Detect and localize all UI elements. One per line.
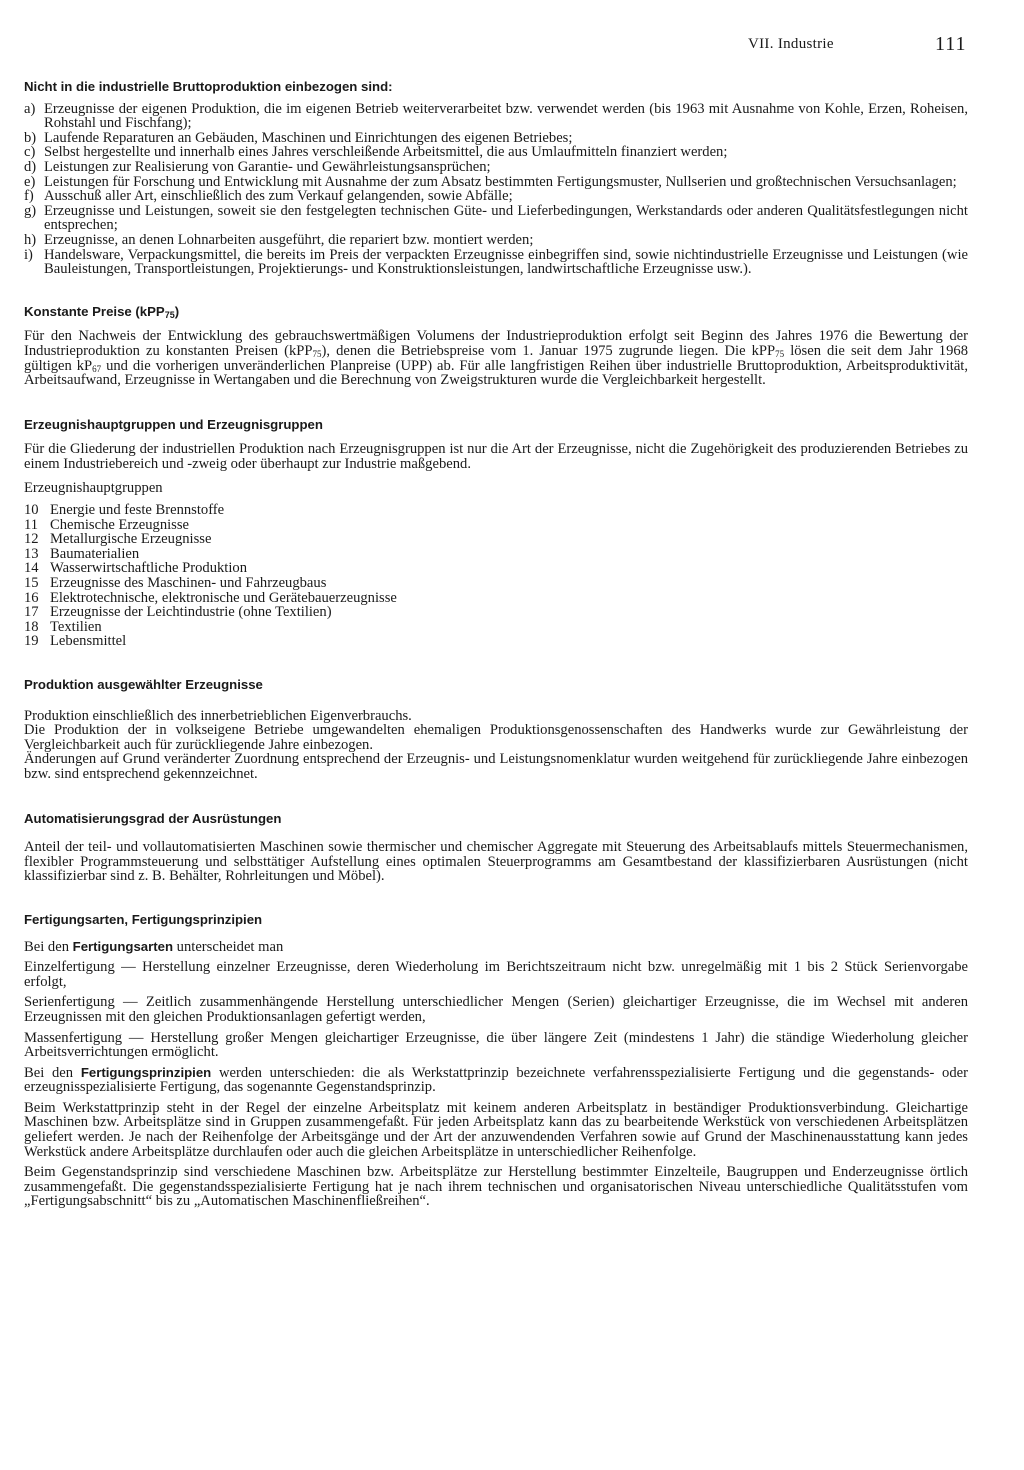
item-label: h) [24, 231, 37, 248]
text-run: Für den Nachweis der Entwicklung des gebrauchswertmäßigen Volumens der Industrieproduktion erfolgt seit Beginn des Jahres 1976 die Bewertung der Industrieproduktion zu konstanten Preisen (kPP [24, 328, 968, 359]
item-text: Leistungen zur Realisierung von Garantie- und Gewährleistungsansprüchen; [44, 158, 491, 175]
list-item [24, 160, 968, 175]
item-label: c) [24, 144, 36, 161]
group-name: Erzeugnisse der Leichtindustrie (ohne Textilien) [50, 604, 332, 621]
group-name: Lebensmittel [50, 633, 127, 650]
group-code: 13 [24, 545, 39, 562]
bold-term: Fertigungsprinzipien [80, 1064, 212, 1080]
subscript: 75 [775, 348, 785, 359]
group-name: Erzeugnisse des Maschinen- und Fahrzeugbaus [50, 575, 327, 592]
item-text: Selbst hergestellte und innerhalb eines Jahres verschleißende Arbeitsmittel, die aus Umlaufmitteln finanziert werden; [44, 144, 728, 161]
group-name: Energie und feste Brennstoffe [50, 502, 225, 519]
list-item [24, 591, 968, 606]
page-number: 111 [935, 33, 967, 55]
list-item [24, 532, 968, 547]
list-item [24, 576, 968, 591]
subscript: 67 [92, 363, 102, 374]
text-run: lösen die seit dem Jahr 1968 gültigen kP [24, 342, 968, 374]
section-heading-erzeugnisgruppen: Erzeugnishauptgruppen und Erzeugnisgruppen [24, 416, 323, 432]
group-code: 14 [24, 560, 39, 577]
text-run: ), denen die Betriebspreise vom 1. Januar 1975 zugrunde liegen. Die kPP [321, 342, 776, 359]
group-code: 18 [24, 618, 39, 635]
text-run: und die vorherigen unveränderlichen Planpreise (UPP) ab. Für alle langfristigen Reihen über industrielle Bruttoproduktion, Arbeitsproduktivität, Arbeitsaufwand, Erzeugnisse in Wertangaben und die Berechnung von Zweigstrukturen wurde die Vergleichbarkeit hergestellt. [24, 357, 968, 389]
gegenstandsprinzip-paragraph: Beim Gegenstandsprinzip sind verschiedene Maschinen bzw. Arbeitsplätze zur Herstellung bestimmter Einzelteile, Baugruppen und Enderzeugnisse örtlich zusammengefaßt. Die gegenstandsspezialisierte Fertigung hat je nach ihrem technischen und organisatorischen Niveau unterschiedliche Qualitätsstufen vom „Fertigungsabschnitt“ bis zu „Automatischen Maschinenfließreihen“. [24, 1164, 968, 1210]
serienfertigung-paragraph: Serienfertigung — Zeitlich zusammenhängende Herstellung unterschiedlicher Mengen (Serien) gleichartiger Erzeugnisse, die im Wechsel mit anderen Erzeugnissen mit den gleichen Produktionsanlagen gefertigt werden, [24, 994, 968, 1025]
konstante-preise-paragraph [24, 329, 968, 387]
ausgewaehlte-erzeugnisse-p2: Die Produktion der in volkseigene Betriebe umgewandelten ehemaligen Produktionsgenossenschaften des Handwerks wurde zur Gewährleistung der Vergleichbarkeit auch für zurückliegende Jahre einbezogen. [24, 722, 968, 753]
item-text: Ausschuß aller Art, einschließlich des zum Verkauf gelangenden, sowie Abfälle; [44, 188, 513, 205]
list-item [24, 547, 968, 562]
list-item [24, 102, 968, 131]
heading-close: ) [174, 303, 180, 319]
section-heading-fertigungsarten: Fertigungsarten, Fertigungsprinzipien [24, 911, 263, 927]
group-code: 12 [24, 531, 39, 548]
item-label: f) [24, 188, 34, 205]
ausgewaehlte-erzeugnisse-p1: Produktion einschließlich des innerbetrieblichen Eigenverbrauchs. [24, 707, 412, 724]
item-text: Laufende Reparaturen an Gebäuden, Maschinen und Einrichtungen des eigenen Betriebes; [44, 129, 573, 146]
subscript: 75 [312, 348, 322, 359]
werkstattprinzip-paragraph: Beim Werkstattprinzip steht in der Regel der einzelne Arbeitsplatz mit keinem anderen Arbeitsplatz in beständiger Produktionsverbindung. Gleichartige Maschinen bzw. Arbeitsplätze sind in Gruppen zusammengefaßt. Für jeden Arbeitsplatz kann das zu bearbeitende Werkstück von verschiedenen Arbeitsplätzen geliefert werden. Je nach der Reihenfolge der Arbeitsgänge und der Art der anzuwendenden Verfahren sowie auf Grund der Maschinenausstattung kann jedes Werkstück andere Arbeitsplätze durchlaufen oder auch die gleichen Arbeitsplätze in unterschiedlicher Reihenfolge. [24, 1099, 968, 1160]
list-item [24, 634, 968, 649]
bold-term: Fertigungsarten [72, 938, 174, 954]
item-label: g) [24, 202, 37, 219]
text-run: Bei den [24, 1064, 81, 1081]
list-item [24, 175, 968, 190]
list-item [24, 518, 968, 533]
group-code: 19 [24, 633, 39, 650]
hauptgruppen-list [24, 503, 968, 649]
list-item [24, 233, 968, 248]
einzelfertigung-paragraph: Einzelfertigung — Herstellung einzelner Erzeugnisse, deren Wiederholung im Berichtszeitraum nicht bzw. unregelmäßig mit 1 bis 2 Stück Serienvorgabe erfolgt, [24, 959, 968, 990]
list-item [24, 561, 968, 576]
section-heading-konstante-preise [24, 305, 968, 320]
group-name: Textilien [50, 618, 102, 635]
item-text: Erzeugnisse und Leistungen, soweit sie den festgelegten technischen Güte- und Lieferbedingungen, Werkstandards oder anderen Qualitätsfestlegungen nicht entsprechen; [44, 202, 968, 234]
group-name: Wasserwirtschaftliche Produktion [50, 560, 248, 577]
list-item [24, 204, 968, 233]
item-text: Handelsware, Verpackungsmittel, die bereits im Preis der verpackten Erzeugnisse einbegriffen sind, sowie nichtindustrielle Erzeugnisse und Leistungen (wie Bauleistungen, Transportleistungen, Projektierungs- und Konstruktionsleistungen, landwirtschaftliche Erzeugnisse usw.). [44, 246, 968, 278]
group-name: Metallurgische Erzeugnisse [50, 531, 212, 548]
group-name: Baumaterialien [50, 545, 140, 562]
group-code: 15 [24, 575, 39, 592]
fertigungsprinzipien-paragraph [24, 1066, 968, 1095]
item-text: Erzeugnisse, an denen Lohnarbeiten ausgeführt, die repariert bzw. montiert werden; [44, 231, 534, 248]
item-label: b) [24, 129, 37, 146]
section-heading-ausgewaehlte-erzeugnisse: Produktion ausgewählter Erzeugnisse [24, 677, 263, 692]
group-name: Chemische Erzeugnisse [50, 516, 190, 533]
list-item [24, 605, 968, 620]
group-name: Elektrotechnische, elektronische und Gerätebauerzeugnisse [50, 589, 397, 606]
running-head: VII. Industrie [748, 36, 834, 52]
list-item [24, 620, 968, 635]
item-text: Erzeugnisse der eigenen Produktion, die im eigenen Betrieb weiterverarbeitet bzw. verwendet werden (bis 1963 mit Ausnahme von Kohle, Erzen, Roheisen, Rohstahl und Fischfang); [44, 100, 968, 132]
erzeugnisgruppen-paragraph: Für die Gliederung der industriellen Produktion nach Erzeugnisgruppen ist nur die Art der Erzeugnisse, nicht die Zugehörigkeit des produzierenden Betriebes zu einem Industriebereich und -zweig oder überhaupt zur Industrie maßgebend. [24, 441, 968, 472]
list-item [24, 189, 968, 204]
ausgewaehlte-erzeugnisse-p3: Änderungen auf Grund veränderter Zuordnung entsprechend der Erzeugnis- und Leistungsnomenklatur wurden weitgehend für zurückliegende Jahre einbezogen bzw. sind entsprechend gekennzeichnet. [24, 751, 968, 782]
section-heading-bruttoproduktion: Nicht in die industrielle Bruttoproduktion einbezogen sind: [24, 79, 393, 94]
hauptgruppen-title: Erzeugnishauptgruppen [24, 480, 163, 497]
text-run: werden unterschieden: die als Werkstattprinzip bezeichnete verfahrensspezialisierte Fertigung und die gegenstands- oder erzeugnisspezialisierte Fertigung, das sogenannte Gegenstandsprinzip. [24, 1064, 968, 1096]
list-item [24, 131, 968, 146]
list-item [24, 145, 968, 160]
group-code: 11 [24, 516, 39, 533]
group-code: 17 [24, 604, 39, 621]
section-heading-automatisierungsgrad: Automatisierungsgrad der Ausrüstungen [24, 810, 282, 826]
item-label: e) [24, 173, 36, 190]
text-run: Bei den [24, 938, 73, 955]
massenfertigung-paragraph: Massenfertigung — Herstellung großer Mengen gleichartiger Erzeugnisse, die über längere Zeit (mindestens 1 Jahr) die ständige Wiederholung gleicher Arbeitsverrichtungen ermöglicht. [24, 1029, 968, 1061]
exclusion-list [24, 102, 968, 277]
heading-subscript: 75 [164, 309, 175, 320]
group-code: 10 [24, 502, 39, 519]
group-code: 16 [24, 589, 39, 606]
heading-text: Konstante Preise (kPP [24, 303, 165, 319]
fertigungsarten-intro [24, 940, 968, 955]
automatisierungsgrad-paragraph: Anteil der teil- und vollautomatisierten Maschinen sowie thermischer und chemischer Aggregate mit Steuerung des Arbeitsablaufs mittels Steuermechanismen, flexibler Programmsteuerung und selbsttätiger Aufstellung eines optimalen Steuerprogramms am Gesamtbestand der klassifizierbaren Ausrüstungen (nicht klassifizierbar sind z. B. Behälter, Rohrleitungen und Möbel). [24, 839, 968, 885]
list-item [24, 248, 968, 277]
item-label: d) [24, 158, 37, 175]
text-run: unterscheidet man [173, 938, 284, 955]
item-text: Leistungen für Forschung und Entwicklung mit Ausnahme der zum Absatz bestimmten Fertigungsmuster, Nullserien und großtechnischen Versuchsanlagen; [44, 173, 957, 190]
page-content [24, 80, 968, 1209]
item-label: a) [24, 100, 36, 117]
item-label: i) [24, 246, 33, 263]
list-item [24, 503, 968, 518]
